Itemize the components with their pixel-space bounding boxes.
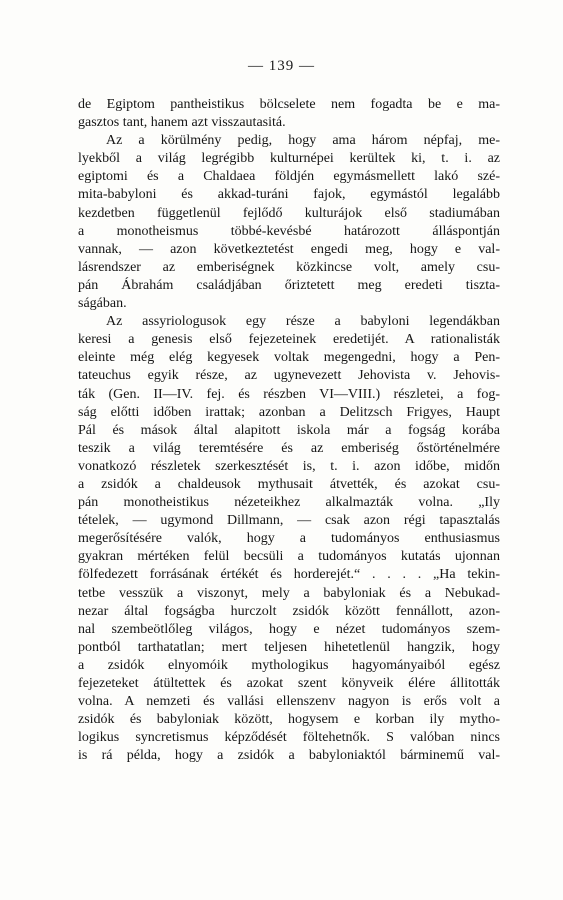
text-line: ságában. xyxy=(78,296,127,312)
text-line: lásrendszer az emberiségnek közkincse volt, amely csu- xyxy=(78,259,500,275)
text-line: tateuchus egyik része, az ugynevezett Jehovista v. Jehovis- xyxy=(78,368,500,384)
text-line: ság előtti időben irattak; azonban a Delitzsch Frigyes, Haupt xyxy=(78,404,500,420)
text-line: egiptomi és a Chaldaea földjén egymásmellett lakó szé- xyxy=(78,169,500,185)
text-line: vannak, — azon következtetést engedi meg, hogy e val- xyxy=(78,241,500,257)
text-line: teszik a világ teremtésére és az emberiség őstörténelmére xyxy=(78,440,500,456)
body-text xyxy=(78,96,500,765)
text-line: a zsidók elnyomóik mythologikus hagyományaiból egész xyxy=(78,657,500,673)
text-line: Pál és mások által alapitott iskola már a fogság korába xyxy=(78,422,500,438)
text-line: a zsidók a chaldeusok mythusait átvették, és azokat csu- xyxy=(78,476,500,492)
text-line: keresi a genesis első fejezeteinek eredetijét. A rationalisták xyxy=(78,332,500,348)
page-number: — 139 — xyxy=(248,58,315,74)
text-line: tételek, — ugymond Dillmann, — csak azon régi tapasztalás xyxy=(78,513,500,529)
text-line: tetbe vesszük a viszonyt, mely a babyloniak és a Nebukad- xyxy=(78,585,500,601)
text-line: fölfedezett forrásának értékét és horderejét.“ . . . . „Ha tekin- xyxy=(78,567,500,583)
text-line: vonatkozó részletek szerkesztését is, t. i. azon időbe, midőn xyxy=(78,458,500,474)
text-line: a monotheismus többé-kevésbé határozott álláspontján xyxy=(78,223,500,239)
text-line: nal szembeötlőleg világos, hogy e nézet tudományos szem- xyxy=(78,621,500,637)
text-line: Az assyriologusok egy része a babyloni legendákban xyxy=(106,314,500,330)
text-line: fejezeteket átültettek és azokat szent könyveik élére állitották xyxy=(78,676,500,691)
text-line: pán Ábrahám családjában őriztetett meg eredeti tiszta- xyxy=(78,277,500,293)
text-line: volna. A nemzeti és vallási ellenszenv nagyon is erős volt a xyxy=(78,694,500,710)
text-line: pán monotheistikus nézeteikhez alkalmazták volna. „Ily xyxy=(78,495,500,511)
text-line: kezdetben függetlenül fejlődő kulturájok első stadiumában xyxy=(78,205,500,221)
text-line: zsidók és babyloniak között, hogysem e korban ily mytho- xyxy=(78,712,500,728)
text-line: logikus syncretismus képződését föltehetnők. S valóban nincs xyxy=(78,730,500,746)
text-line: megerősítésére valók, hogy a tudományos enthusiasmus xyxy=(78,531,500,547)
text-line: pontból tarthatatlan; mert teljesen hihetetlenül hangzik, hogy xyxy=(78,639,500,655)
text-line: eleinte még elég kegyesek voltak megengedni, hogy a Pen- xyxy=(78,350,500,366)
text-line: is rá példa, hogy a zsidók a babyloniaktól bárminemű val- xyxy=(78,748,500,764)
text-line: gyakran mértéken felül becsüli a tudományos kutatás ujonnan xyxy=(78,549,500,565)
text-line: nezar által fogságba hurczolt zsidók között fennállott, azon- xyxy=(78,603,500,619)
text-line: Az a körülmény pedig, hogy ama három népfaj, me- xyxy=(106,133,500,149)
text-line: de Egiptom pantheistikus bölcselete nem fogadta be e ma- xyxy=(78,97,500,112)
text-line: mita-babyloni és akkad-turáni fajok, egymástól legalább xyxy=(78,187,500,203)
text-line: lyekből a világ legrégibb kulturnépei kerültek ki, t. i. az xyxy=(78,151,500,167)
text-line: gasztos tant, hanem azt visszautasitá. xyxy=(78,115,286,131)
text-line: ták (Gen. II—IV. fej. és részben VI—VIII.) részletei, a fog- xyxy=(78,386,500,402)
